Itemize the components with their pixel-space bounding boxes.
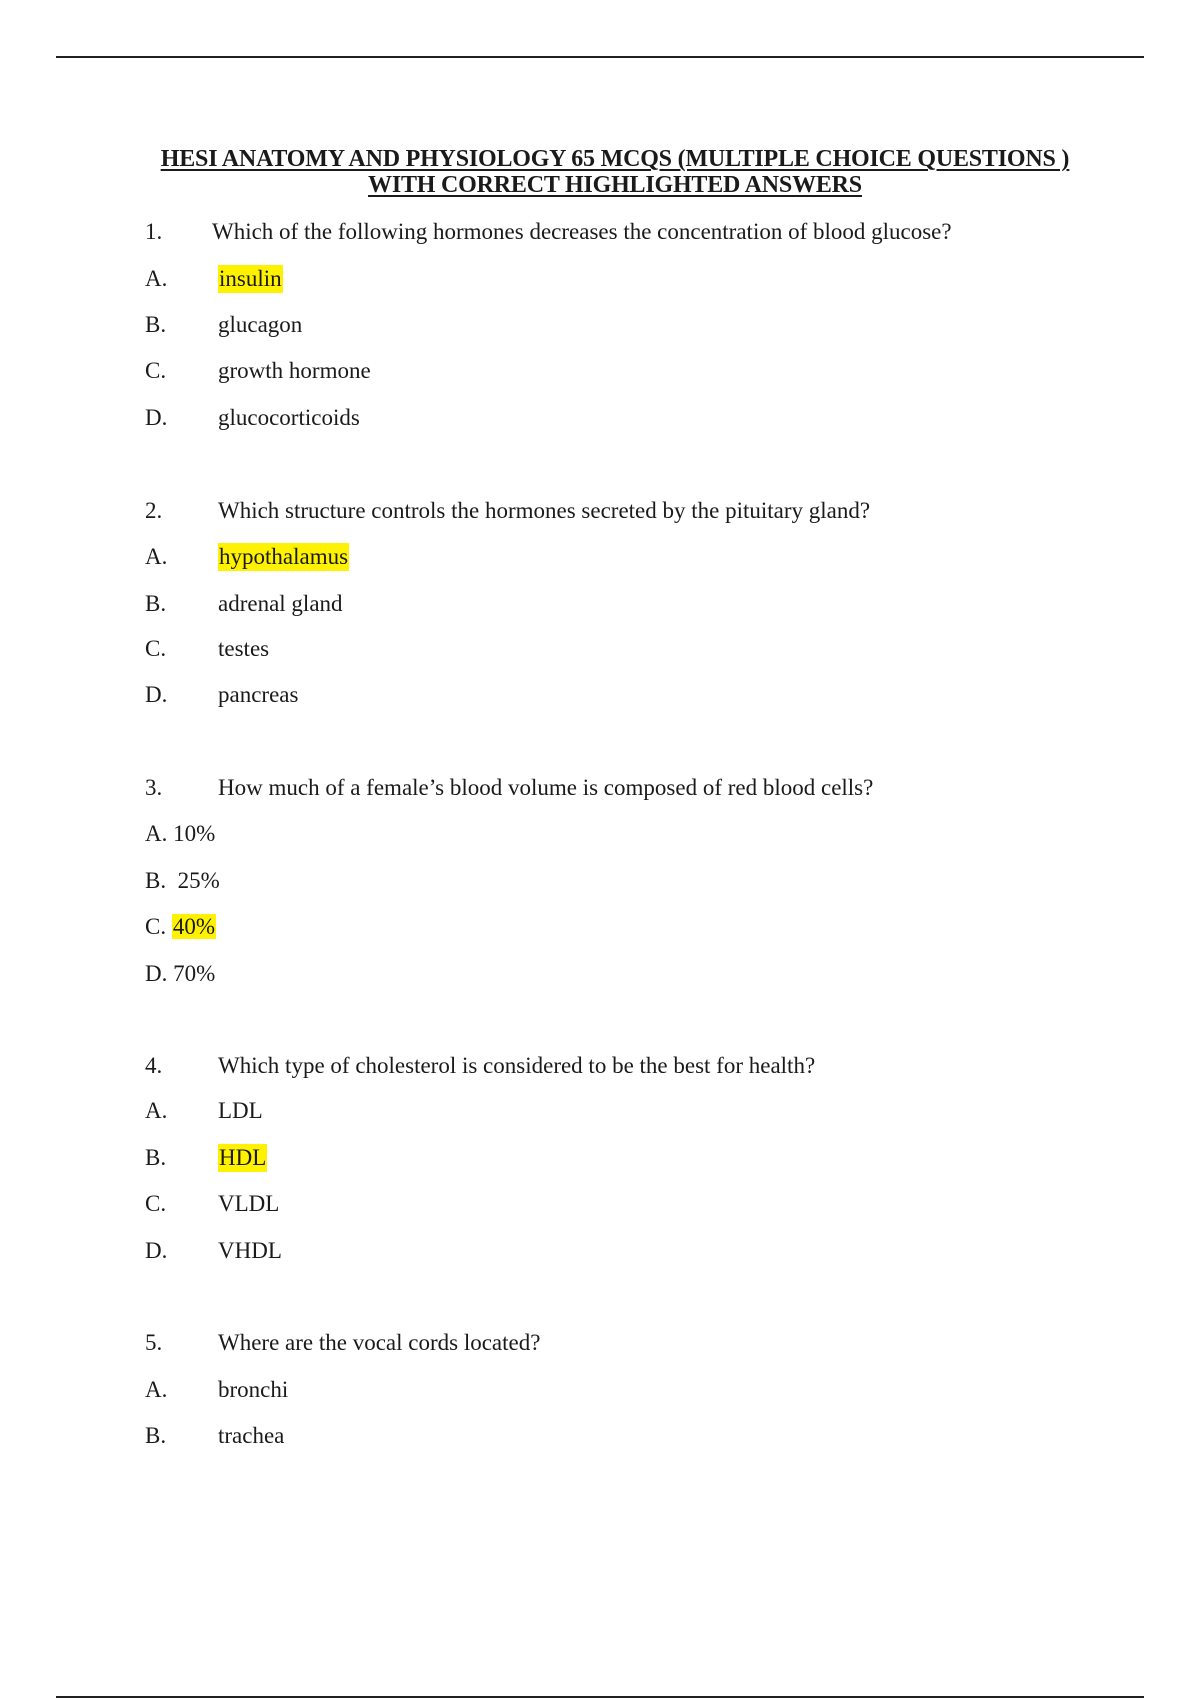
question-number: 4. xyxy=(145,1053,163,1078)
option-text-correct: hypothalamus xyxy=(219,544,349,569)
option-letter: B. xyxy=(145,591,167,616)
option-letter: D. xyxy=(145,961,168,986)
option-text-correct: insulin xyxy=(219,266,282,291)
option-letter: D. xyxy=(145,405,168,430)
option-text: glucagon xyxy=(218,312,303,337)
option-text: adrenal gland xyxy=(218,591,343,616)
option-text: VLDL xyxy=(218,1191,280,1216)
option-letter: A. xyxy=(145,1098,168,1123)
option-text-correct: 40% xyxy=(172,914,216,939)
option-text: 10% xyxy=(173,821,216,846)
option-inline xyxy=(145,820,215,848)
option-letter: A. xyxy=(145,1377,168,1402)
question-text: Which structure controls the hormones secreted by the pituitary gland? xyxy=(218,498,871,523)
option-inline xyxy=(145,867,220,895)
option-text: pancreas xyxy=(218,682,299,707)
option-letter: C. xyxy=(145,914,167,939)
option-letter: A. xyxy=(145,266,168,291)
option-text-correct: HDL xyxy=(219,1145,267,1170)
option-text: testes xyxy=(218,636,270,661)
title-line-1: HESI ANATOMY AND PHYSIOLOGY 65 MCQS (MULTIPLE CHOICE QUESTIONS ) xyxy=(160,146,1070,172)
option-text: glucocorticoids xyxy=(218,405,360,430)
question-text: How much of a female’s blood volume is composed of red blood cells? xyxy=(218,775,874,800)
question-number: 3. xyxy=(145,775,163,800)
option-letter: D. xyxy=(145,682,168,707)
question-number: 2. xyxy=(145,498,163,523)
option-letter: B. xyxy=(145,1423,167,1448)
option-letter: C. xyxy=(145,358,167,383)
option-letter: D. xyxy=(145,1238,168,1263)
option-letter: A. xyxy=(145,544,168,569)
question-number: 5. xyxy=(145,1330,163,1355)
option-letter: C. xyxy=(145,1191,167,1216)
option-inline xyxy=(145,960,215,988)
question-text: Where are the vocal cords located? xyxy=(218,1330,541,1355)
bottom-rule xyxy=(56,1696,1144,1698)
question-text: Which of the following hormones decreases the concentration of blood glucose? xyxy=(212,219,952,244)
option-text: VHDL xyxy=(218,1238,282,1263)
option-text: growth hormone xyxy=(218,358,371,383)
option-text: bronchi xyxy=(218,1377,289,1402)
title-line-2: WITH CORRECT HIGHLIGHTED ANSWERS xyxy=(368,172,862,198)
question-text: Which type of cholesterol is considered to be the best for health? xyxy=(218,1053,816,1078)
option-letter: A. xyxy=(145,821,168,846)
option-letter: C. xyxy=(145,636,167,661)
question-number: 1. xyxy=(145,219,163,244)
option-letter: B. xyxy=(145,312,167,337)
option-letter: B. xyxy=(145,1145,167,1170)
option-text: 25% xyxy=(177,868,220,893)
option-letter: B. xyxy=(145,868,167,893)
option-inline xyxy=(145,913,216,941)
option-text: trachea xyxy=(218,1423,285,1448)
option-text: LDL xyxy=(218,1098,263,1123)
option-text: 70% xyxy=(173,961,216,986)
